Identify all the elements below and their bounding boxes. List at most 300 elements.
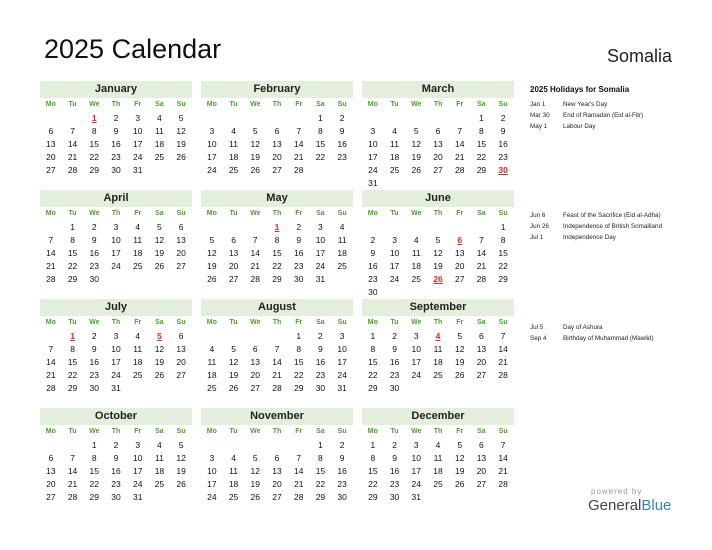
day-cell: 18 xyxy=(132,248,143,258)
day-cell: 24 xyxy=(132,152,143,162)
weekday-label: We xyxy=(250,319,261,326)
day-cell: 8 xyxy=(274,235,280,245)
weekday-label: Fr xyxy=(456,101,464,108)
day-cell: 9 xyxy=(392,344,397,354)
day-cell: 11 xyxy=(133,344,143,354)
day-cell: 18 xyxy=(154,466,165,476)
day-cell: 15 xyxy=(89,466,100,476)
day-cell: 10 xyxy=(315,235,326,245)
day-cell: 13 xyxy=(272,139,282,149)
day-cell: 21 xyxy=(46,370,56,380)
day-cell: 4 xyxy=(209,344,215,354)
day-cell: 16 xyxy=(389,357,400,367)
day-cell: 23 xyxy=(389,370,400,380)
month-name: August xyxy=(201,299,353,316)
day-cell: 8 xyxy=(370,344,376,354)
day-cell: 17 xyxy=(132,466,143,476)
day-cell: 25 xyxy=(411,274,422,284)
day-cell: 19 xyxy=(433,261,443,271)
day-cell: 21 xyxy=(498,357,508,367)
empty-cell xyxy=(40,112,62,125)
day-cell: 9 xyxy=(339,126,345,136)
weekday-label: We xyxy=(250,101,261,108)
empty-cell xyxy=(223,221,245,234)
holiday-row xyxy=(530,110,710,121)
day-cell: 3 xyxy=(370,126,376,136)
empty-cell xyxy=(362,221,384,234)
day-cell: 10 xyxy=(389,248,400,258)
day-cell: 6 xyxy=(48,453,54,463)
day-cell: 8 xyxy=(91,453,97,463)
holiday-group xyxy=(530,99,710,132)
day-cell: 31 xyxy=(132,165,143,175)
day-cell: 4 xyxy=(339,222,345,232)
day-cell: 20 xyxy=(454,261,465,271)
day-cell: 22 xyxy=(89,152,100,162)
day-cell: 31 xyxy=(337,383,347,393)
weekday-label: Tu xyxy=(229,319,238,326)
day-cell: 11 xyxy=(390,139,399,149)
day-cell: 12 xyxy=(454,344,465,354)
day-cell: 24 xyxy=(368,165,378,175)
weekday-label: We xyxy=(89,210,100,217)
day-cell: 18 xyxy=(228,152,239,162)
day-cell: 6 xyxy=(479,440,484,450)
day-cell: 3 xyxy=(392,235,397,245)
day-cell: 19 xyxy=(411,152,422,162)
day-cell: 11 xyxy=(337,235,347,245)
day-cell: 17 xyxy=(207,152,217,162)
day-cell: 4 xyxy=(392,126,397,136)
day-cell: 8 xyxy=(370,453,376,463)
empty-cell xyxy=(384,221,406,234)
day-cell: 16 xyxy=(111,466,121,476)
day-cell: 27 xyxy=(228,274,239,284)
weekday-label: Su xyxy=(176,428,186,435)
day-cell: 22 xyxy=(498,261,508,271)
month-name: January xyxy=(40,81,192,98)
weekday-label: Su xyxy=(176,101,186,108)
weekday-label: Th xyxy=(111,428,121,435)
day-cell: 8 xyxy=(70,235,75,245)
empty-cell xyxy=(223,439,245,452)
empty-cell xyxy=(40,221,62,234)
empty-cell xyxy=(244,221,266,234)
day-cell: 11 xyxy=(229,139,238,149)
day-cell: 30 xyxy=(111,165,121,175)
day-cell: 1 xyxy=(70,222,75,232)
day-cell: 30 xyxy=(368,287,378,297)
day-cell: 15 xyxy=(67,248,78,258)
weekday-label: We xyxy=(89,428,100,435)
day-cell: 30 xyxy=(389,383,400,393)
weekday-label: Tu xyxy=(229,428,238,435)
day-cell: 18 xyxy=(411,261,422,271)
day-cell: 18 xyxy=(389,152,400,162)
weekday-label: Th xyxy=(111,319,121,326)
day-cell: 29 xyxy=(67,383,78,393)
weekday-label: Sa xyxy=(155,428,164,435)
day-cell: 26 xyxy=(176,152,186,162)
day-cell: 23 xyxy=(293,261,304,271)
holiday-name: Feast of the Sacrifice (Eid al-Adha) xyxy=(563,212,661,219)
day-cell: 31 xyxy=(315,274,326,284)
day-cell: 28 xyxy=(67,492,78,502)
day-cell: 18 xyxy=(132,357,143,367)
day-cell: 10 xyxy=(337,344,347,354)
day-cell: 9 xyxy=(113,126,119,136)
day-cell: 10 xyxy=(207,139,217,149)
weekday-label: Fr xyxy=(134,101,142,108)
day-cell: 13 xyxy=(433,139,443,149)
month-october xyxy=(40,408,192,504)
day-cell: 27 xyxy=(272,492,282,502)
month-july xyxy=(40,299,192,395)
day-cell: 5 xyxy=(178,440,184,450)
day-cell: 9 xyxy=(500,126,506,136)
day-cell: 27 xyxy=(454,274,465,284)
day-cell: 6 xyxy=(178,331,184,341)
empty-cell xyxy=(471,221,493,234)
day-cell: 9 xyxy=(91,344,97,354)
empty-cell xyxy=(288,439,310,452)
day-cell: 3 xyxy=(209,453,215,463)
weekday-label: Tu xyxy=(68,210,77,217)
empty-cell xyxy=(201,439,223,452)
day-cell: 1 xyxy=(318,113,323,123)
day-cell: 20 xyxy=(272,479,282,489)
day-cell: 29 xyxy=(89,492,100,502)
day-cell: 11 xyxy=(155,453,164,463)
day-cell: 3 xyxy=(113,331,119,341)
weekday-label: Tu xyxy=(390,101,399,108)
weekday-label: Mo xyxy=(45,428,56,435)
weekday-label: Fr xyxy=(456,210,464,217)
holiday-row xyxy=(530,322,710,333)
day-cell: 11 xyxy=(433,344,443,354)
day-cell: 18 xyxy=(228,479,239,489)
day-cell: 18 xyxy=(154,139,165,149)
holiday-day-cell: 26 xyxy=(433,274,443,284)
day-cell: 15 xyxy=(293,357,304,367)
day-cell: 3 xyxy=(135,440,141,450)
day-cell: 3 xyxy=(413,331,419,341)
weekday-label: Mo xyxy=(206,101,217,108)
day-cell: 19 xyxy=(250,479,261,489)
day-cell: 21 xyxy=(454,152,465,162)
day-cell: 24 xyxy=(411,479,422,489)
weekday-label: We xyxy=(411,428,422,435)
holiday-date: Jul 1 xyxy=(530,234,544,241)
day-cell: 25 xyxy=(207,383,217,393)
day-cell: 28 xyxy=(272,383,282,393)
day-cell: 19 xyxy=(250,152,261,162)
weekday-label: Fr xyxy=(295,319,303,326)
day-cell: 2 xyxy=(500,113,506,123)
day-cell: 28 xyxy=(498,370,508,380)
day-cell: 25 xyxy=(337,261,347,271)
day-cell: 14 xyxy=(293,466,304,476)
weekday-label: Sa xyxy=(155,319,164,326)
weekday-label: We xyxy=(250,428,261,435)
day-cell: 30 xyxy=(89,274,100,284)
empty-cell xyxy=(427,221,449,234)
day-cell: 2 xyxy=(392,331,397,341)
empty-cell xyxy=(266,112,288,125)
day-cell: 9 xyxy=(318,344,323,354)
empty-cell xyxy=(201,112,223,125)
month-january xyxy=(40,81,192,177)
day-cell: 25 xyxy=(132,370,143,380)
weekday-label: Tu xyxy=(68,101,77,108)
weekday-label: We xyxy=(411,101,422,108)
day-cell: 5 xyxy=(435,235,441,245)
weekday-label: Tu xyxy=(68,319,77,326)
weekday-label: Su xyxy=(498,428,508,435)
day-cell: 16 xyxy=(293,248,304,258)
day-cell: 11 xyxy=(411,248,421,258)
day-cell: 6 xyxy=(48,126,54,136)
day-cell: 8 xyxy=(318,453,323,463)
day-cell: 10 xyxy=(111,235,121,245)
day-cell: 28 xyxy=(498,479,508,489)
brand-general: General xyxy=(588,497,642,514)
month-name: March xyxy=(362,81,514,98)
holiday-name: Independence of British Somaliland xyxy=(563,223,663,230)
day-cell: 16 xyxy=(337,139,347,149)
day-cell: 7 xyxy=(500,331,506,341)
empty-cell xyxy=(62,439,84,452)
day-cell: 20 xyxy=(476,357,487,367)
month-name: July xyxy=(40,299,192,316)
weekday-label: Sa xyxy=(477,101,486,108)
weekday-label: Fr xyxy=(295,428,303,435)
empty-cell xyxy=(266,439,288,452)
day-cell: 23 xyxy=(337,152,347,162)
empty-cell xyxy=(449,221,471,234)
day-cell: 2 xyxy=(113,113,119,123)
day-cell: 24 xyxy=(132,479,143,489)
day-cell: 26 xyxy=(454,370,465,380)
day-cell: 6 xyxy=(252,344,258,354)
day-cell: 14 xyxy=(272,357,282,367)
holiday-name: Labour Day xyxy=(563,123,596,130)
holiday-row xyxy=(530,221,710,232)
weekday-label: Mo xyxy=(45,210,56,217)
day-cell: 5 xyxy=(209,235,215,245)
holiday-group xyxy=(530,322,710,344)
day-cell: 20 xyxy=(228,261,239,271)
weekday-label: Th xyxy=(433,101,443,108)
day-cell: 16 xyxy=(498,139,508,149)
empty-cell xyxy=(427,112,449,125)
day-cell: 5 xyxy=(231,344,236,354)
day-cell: 23 xyxy=(89,370,100,380)
day-cell: 12 xyxy=(250,139,261,149)
day-cell: 27 xyxy=(176,370,186,380)
day-cell: 12 xyxy=(154,235,165,245)
month-name: October xyxy=(40,408,192,425)
day-cell: 12 xyxy=(433,248,443,258)
day-cell: 3 xyxy=(135,113,141,123)
weekday-label: Su xyxy=(176,319,186,326)
weekday-label: Mo xyxy=(206,210,217,217)
day-cell: 28 xyxy=(454,165,465,175)
day-cell: 17 xyxy=(337,357,347,367)
day-cell: 7 xyxy=(457,126,463,136)
weekday-label: Su xyxy=(337,428,347,435)
holiday-day-cell: 4 xyxy=(435,331,441,341)
day-cell: 4 xyxy=(157,440,162,450)
weekday-label: Mo xyxy=(206,428,217,435)
day-cell: 16 xyxy=(337,466,347,476)
day-cell: 19 xyxy=(154,357,165,367)
brand-logo[interactable] xyxy=(588,497,671,514)
day-cell: 11 xyxy=(133,235,143,245)
day-cell: 19 xyxy=(207,261,217,271)
day-cell: 29 xyxy=(67,274,78,284)
month-february xyxy=(201,81,353,177)
day-cell: 10 xyxy=(132,453,143,463)
day-cell: 2 xyxy=(339,440,345,450)
holiday-day-cell: 1 xyxy=(70,331,75,341)
day-cell: 24 xyxy=(337,370,347,380)
day-cell: 6 xyxy=(274,126,280,136)
weekday-label: Su xyxy=(337,319,347,326)
day-cell: 17 xyxy=(411,466,422,476)
day-cell: 10 xyxy=(111,344,121,354)
day-cell: 2 xyxy=(296,222,302,232)
day-cell: 24 xyxy=(111,370,121,380)
day-cell: 26 xyxy=(250,492,261,502)
day-cell: 4 xyxy=(157,113,162,123)
day-cell: 21 xyxy=(67,152,78,162)
empty-cell xyxy=(405,112,427,125)
day-cell: 15 xyxy=(368,466,378,476)
day-cell: 14 xyxy=(476,248,487,258)
holiday-date: Mar 30 xyxy=(530,112,550,119)
holiday-name: Day of Ashura xyxy=(563,324,603,331)
day-cell: 7 xyxy=(70,126,75,136)
weekday-label: Sa xyxy=(316,428,325,435)
day-cell: 15 xyxy=(89,139,100,149)
day-cell: 26 xyxy=(454,479,465,489)
day-cell: 14 xyxy=(498,453,508,463)
day-cell: 24 xyxy=(389,274,400,284)
weekday-label: Fr xyxy=(134,319,142,326)
empty-cell xyxy=(201,330,223,343)
day-cell: 15 xyxy=(67,357,78,367)
day-cell: 13 xyxy=(250,357,261,367)
day-cell: 1 xyxy=(370,440,376,450)
holiday-row xyxy=(530,121,710,132)
day-cell: 10 xyxy=(207,466,217,476)
day-cell: 2 xyxy=(370,235,376,245)
day-cell: 28 xyxy=(46,274,56,284)
holiday-name: New Year's Day xyxy=(563,101,608,108)
day-cell: 30 xyxy=(111,492,121,502)
day-cell: 8 xyxy=(479,126,484,136)
weekday-label: Sa xyxy=(155,210,164,217)
day-cell: 21 xyxy=(46,261,56,271)
day-cell: 16 xyxy=(89,357,100,367)
holiday-day-cell: 5 xyxy=(157,331,162,341)
holiday-name: Independence Day xyxy=(563,234,616,241)
day-cell: 22 xyxy=(272,261,282,271)
day-cell: 25 xyxy=(228,492,239,502)
month-name: June xyxy=(362,190,514,207)
day-cell: 3 xyxy=(339,331,345,341)
weekday-label: Fr xyxy=(456,319,464,326)
day-cell: 30 xyxy=(389,492,400,502)
weekday-label: Tu xyxy=(390,319,399,326)
day-cell: 13 xyxy=(46,466,56,476)
day-cell: 2 xyxy=(392,440,397,450)
day-cell: 21 xyxy=(293,479,304,489)
weekday-label: Th xyxy=(111,101,121,108)
day-cell: 5 xyxy=(252,453,258,463)
weekday-label: Mo xyxy=(367,101,378,108)
day-cell: 10 xyxy=(132,126,143,136)
day-cell: 22 xyxy=(315,152,326,162)
day-cell: 26 xyxy=(154,370,165,380)
weekday-label: Fr xyxy=(456,428,464,435)
day-cell: 28 xyxy=(476,274,487,284)
day-cell: 17 xyxy=(315,248,326,258)
day-cell: 30 xyxy=(89,383,100,393)
day-cell: 4 xyxy=(435,440,441,450)
day-cell: 8 xyxy=(318,126,323,136)
month-november xyxy=(201,408,353,504)
day-cell: 1 xyxy=(91,440,97,450)
weekday-label: Mo xyxy=(367,428,378,435)
month-may xyxy=(201,190,353,286)
day-cell: 27 xyxy=(433,165,443,175)
day-cell: 2 xyxy=(339,113,345,123)
day-cell: 12 xyxy=(176,453,186,463)
weekday-label: Th xyxy=(433,319,443,326)
day-cell: 20 xyxy=(176,357,186,367)
empty-cell xyxy=(362,112,384,125)
day-cell: 28 xyxy=(293,165,304,175)
day-cell: 31 xyxy=(368,178,378,188)
empty-cell xyxy=(201,221,223,234)
day-cell: 24 xyxy=(207,165,217,175)
weekday-label: Tu xyxy=(68,428,77,435)
day-cell: 17 xyxy=(368,152,378,162)
day-cell: 13 xyxy=(176,344,186,354)
day-cell: 25 xyxy=(132,261,143,271)
day-cell: 29 xyxy=(272,274,282,284)
weekday-label: We xyxy=(411,319,422,326)
holiday-day-cell: 1 xyxy=(274,222,280,232)
day-cell: 4 xyxy=(135,222,141,232)
day-cell: 30 xyxy=(315,383,326,393)
empty-cell xyxy=(244,330,266,343)
weekday-label: Su xyxy=(498,101,508,108)
day-cell: 7 xyxy=(48,344,54,354)
weekday-label: Th xyxy=(272,210,282,217)
day-cell: 12 xyxy=(228,357,239,367)
day-cell: 3 xyxy=(318,222,323,232)
holiday-row xyxy=(530,232,710,243)
day-cell: 27 xyxy=(272,165,282,175)
day-cell: 11 xyxy=(155,126,164,136)
day-cell: 24 xyxy=(111,261,121,271)
day-cell: 7 xyxy=(500,440,506,450)
weekday-label: Fr xyxy=(295,101,303,108)
day-cell: 20 xyxy=(272,152,282,162)
